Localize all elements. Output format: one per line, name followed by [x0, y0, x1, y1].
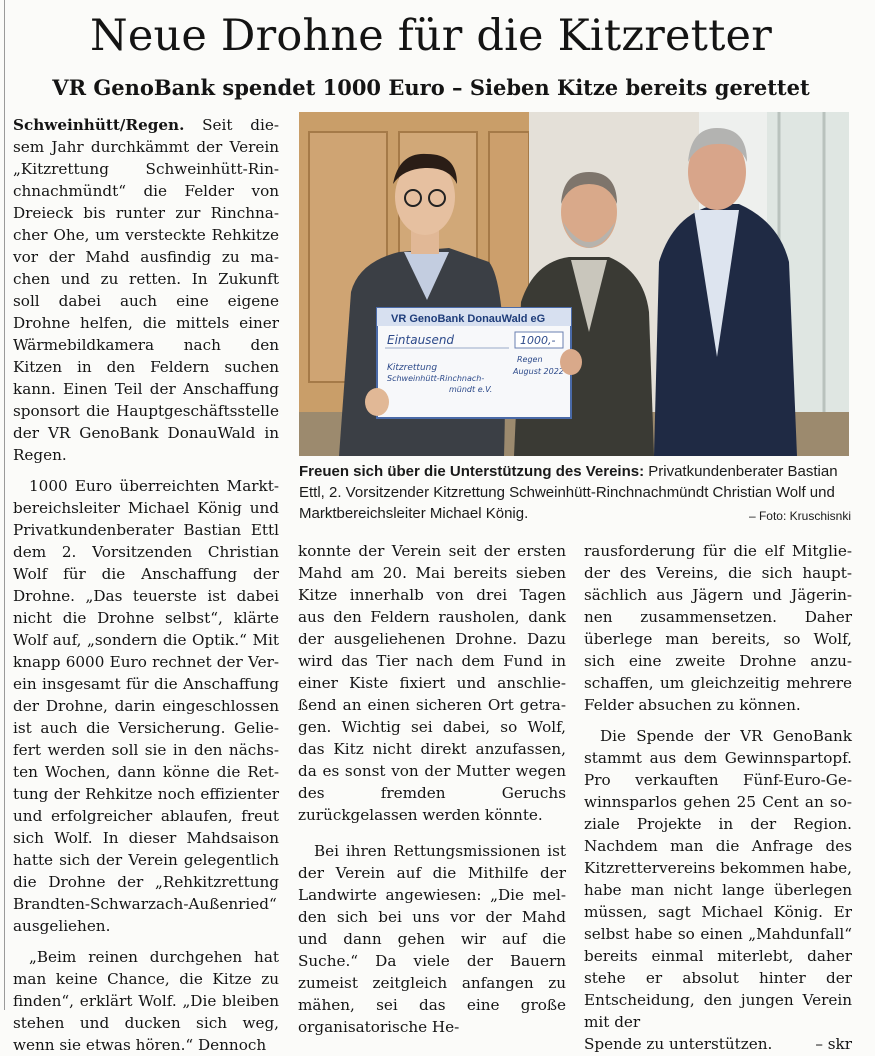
photo-scene	[299, 112, 849, 456]
subheadline: VR GenoBank spendet 1000 Euro – Sieben Kitze bereits gerettet	[52, 75, 810, 100]
check-amount: 1000,-	[520, 334, 556, 347]
closing-line	[584, 1033, 852, 1055]
caption-text: Privatkundenberater Bastian Ettl, 2. Vorsitzender Kitzrettung Schweinhütt-Rinchnachmündt Christian Wolf und Marktbereichsleiter Michael König.	[299, 463, 838, 522]
check-recipient: Schweinhütt-Rinchnach-	[387, 374, 485, 383]
check-amount-words: Eintausend	[387, 333, 455, 347]
check-place: Regen	[517, 355, 543, 364]
article-column-2	[298, 540, 566, 1038]
check-date: August 2022	[513, 367, 564, 376]
donation-check	[377, 308, 571, 418]
photo-caption	[299, 461, 851, 527]
paragraph: konnte der Verein seit der ersten Mahd am 20. Mai bereits sieben Kitze innerhalb von drei Tagen aus den Feldern rausholen, dank der ausgeliehenen Drohne. Dazu wird das Tier nach dem Fund in einer Kiste fixiert und anschließend an einen sicheren Ort getragen. Wichtig sei dabei, so Wolf, das Kitz nicht direkt anzufassen, da es sonst von der Mutter wegen des fremden Geruchs zurückgelassen werden könnte.	[298, 542, 566, 824]
column-rule	[4, 0, 5, 1010]
dateline: Schweinhütt/Regen.	[13, 116, 185, 134]
article-photo	[299, 112, 849, 456]
author-initials: – skr	[815, 1035, 852, 1053]
paragraph-end: Spende zu unterstützen.	[584, 1035, 773, 1053]
paragraph-text: Seit diesem Jahr durchkämmt der Verein „Kitzrettung Schweinhütt-Rinchnachmündt“ die Felder von Dreieck bis runter zur Rinchnacher Ohe, um versteckte Rehkitze vor der Mahd ausfindig zu machen und zu retten. In Zukunft soll dabei auch eine eigene Drohne helfen, die mittels einer Wärmebildkamera nach den Kitzen in den Feldern suchen kann. Einen Teil der Anschaffung sponsort die Hauptgeschäftsstelle der VR GenoBank DonauWald in Regen.	[13, 116, 279, 464]
paragraph	[13, 114, 279, 466]
paragraph: 1000 Euro überreichten Marktbereichsleiter Michael König und Privatkundenberater Bastian Ettl dem 2. Vorsitzenden Christian Wolf für die Anschaffung der Drohne. „Das teuerste ist dabei nicht die Drohne selbst“, klärte Wolf auf, „sondern die Optik.“ Mit knapp 6000 Euro rechnet der Verein insgesamt für die Anschaffung der Drohne, darin eingeschlossen ist auch die Versicherung. Geliefert werden soll sie in den nächsten Wochen, dann könne die Rettung der Rehkitze noch effizienter und erfolgreicher ablaufen, freut sich Wolf. In dieser Mahdsaison hatte sich der Verein gelegentlich die Drohne der „Rehkitzrettung Brandten-Schwarzach-Außenried“ ausgeliehen.	[13, 477, 279, 935]
paragraph: Die Spende der VR GenoBank stammt aus dem Gewinnspartopf. Pro verkauften Fünf-Euro-Gewinnsparlos gehen 25 Cent an soziale Projekte in der Region. Nachdem man die Anfrage des Kitzrettervereins bekommen habe, habe man nicht lange überlegen müssen, sagt Michael König. Er selbst habe so einen „Mahdunfall“ bereits einmal miterlebt, daher stehe er absolut hinter der Entscheidung, den jungen Verein mit der	[584, 727, 852, 1031]
headline: Neue Drohne für die Kitzretter	[90, 11, 772, 61]
paragraph: rausforderung für die elf Mitglieder des Vereins, die sich hauptsächlich aus Jägern und Jägerinnen zusammensetzen. Daher überlege man bereits, so Wolf, sich eine zweite Drohne anzuschaffen, um gleichzeitig mehrere Felder absuchen zu können.	[584, 542, 852, 714]
article-column-1	[13, 114, 279, 1056]
check-recipient: mündt e.V.	[449, 385, 493, 394]
check-bank-name: VR GenoBank DonauWald eG	[391, 313, 546, 325]
check-recipient: Kitzrettung	[387, 363, 438, 373]
caption-lead: Freuen sich über die Unterstützung des Vereins:	[299, 463, 645, 480]
paragraph: „Beim reinen durchgehen hat man keine Chance, die Kitze zu finden“, erklärt Wolf. „Die bleiben stehen und ducken sich weg, wenn sie etwas hören.“ Dennoch	[13, 948, 279, 1054]
article-column-3	[584, 540, 852, 1055]
photo-credit: – Foto: Kruschisnki	[748, 509, 851, 523]
paragraph: Bei ihren Rettungsmissionen ist der Verein auf die Mithilfe der Landwirte angewiesen: „Die melden sich bei uns vor der Mahd und dann gehen wir auf die Suche.“ Da viele der Bauern zumeist zeitgleich anfangen zu mähen, sei das eine große organisatorische He-	[298, 842, 566, 1036]
